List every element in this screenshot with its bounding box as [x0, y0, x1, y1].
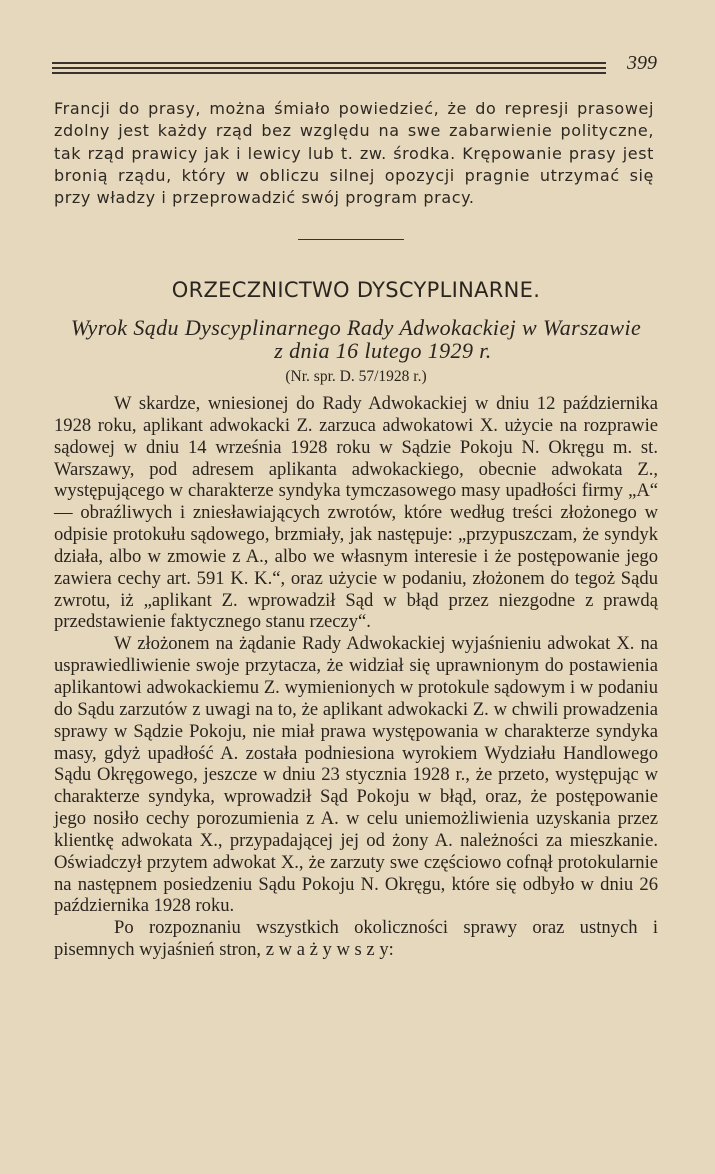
judgment-body: [54, 393, 658, 961]
body-paragraph-2: W złożonem na żądanie Rady Adwokackiej wyjaśnieniu adwokat X. na usprawiedliwienie swoje przytacza, że widział się uprawnionym do postawienia aplikantowi adwokackiemu Z. wymienionych w protokule sądowym i w podaniu do Sądu zarzutów z uwagi na to, że aplikant adwokacki Z. w chwili prowadzenia sprawy w Sądzie Pokoju, nie miał prawa występowania w charakterze syndyka masy, gdyż upadłość A. została podniesiona wyrokiem Wydziału Handlowego Sądu Okręgowego, jeszcze w dniu 23 stycznia 1928 r., że przeto, występując w charakterze syndyka, wprowadził Sąd Pokoju w błąd, oraz, że postępowanie jego nosiło cechy porozumienia z A. w celu uniemożliwienia uzyskania przez klientkę adwokata X., przypadającej jej od żony A. należności za mieszkanie. Oświadczył przytem adwokat X., że zarzuty swe częściowo cofnął protokularnie na następnem posiedzeniu Sądu Pokoju N. Okręgu, które się odbyło w dniu 26 października 1928 roku.: [54, 633, 658, 917]
section-heading: ORZECZNICTWO DYSCYPLINARNE.: [171, 278, 541, 302]
intro-text: Francji do prasy, można śmiało powiedzieć, że do represji prasowej zdolny jest każdy rząd bez względu na swe zabarwienie polityczne, tak rząd prawicy jak i lewicy lub t. zw. środka. Krępowanie prasy jest bronią rządu, który w obliczu silnej opozycji pragnie utrzymać się przy władzy i przeprowadzić swój program pracy.: [54, 99, 654, 208]
header-rule-3: [52, 72, 606, 74]
judgment-title: [54, 316, 658, 362]
body-paragraph-1: W skardze, wniesionej do Rady Adwokackiej w dniu 12 października 1928 roku, aplikant adwokacki Z. zarzuca adwokatowi X. użycie na rozprawie sądowej w dniu 14 września 1928 roku w Sądzie Pokoju N. Okręgu m. st. Warszawy, pod adresem aplikanta adwokackiego, obecnie adwokata Z., występującego w charakterze syndyka tymczasowego masy upadłości firmy „A“ — obraźliwych i zniesławiających zwrotów, które według treści złożonego w odpisie protokułu sądowego, brzmiały, jak następuje: „przypuszczam, że syndyk działa, albo w zmowie z A., albo we własnym interesie i że postępowanie jego zawiera cechy art. 591 K. K.“, oraz użycie w podaniu, złożonem do tegoż Sądu zwrotu, iż „aplikant Z. wprowadził Sąd w błąd przez niezgodne z prawdą przedstawienie faktycznego stanu rzeczy“.: [54, 393, 658, 633]
section-separator: [298, 239, 404, 240]
body-paragraph-3: Po rozpoznaniu wszystkich okoliczności sprawy oraz ustnych i pisemnych wyjaśnień stron, z w a ż y w s z y:: [54, 917, 658, 961]
judgment-title-line-1: Wyrok Sądu Dyscyplinarnego Rady Adwokackiej w Warszawie: [70, 315, 642, 340]
header-rule-2: [52, 67, 606, 69]
intro-paragraph: [54, 98, 654, 209]
page-number: 399: [627, 52, 657, 74]
case-number: (Nr. spr. D. 57/1928 r.): [285, 368, 427, 385]
header-rule-1: [52, 62, 606, 64]
judgment-title-line-2: z dnia 16 lutego 1929 r.: [274, 338, 492, 363]
